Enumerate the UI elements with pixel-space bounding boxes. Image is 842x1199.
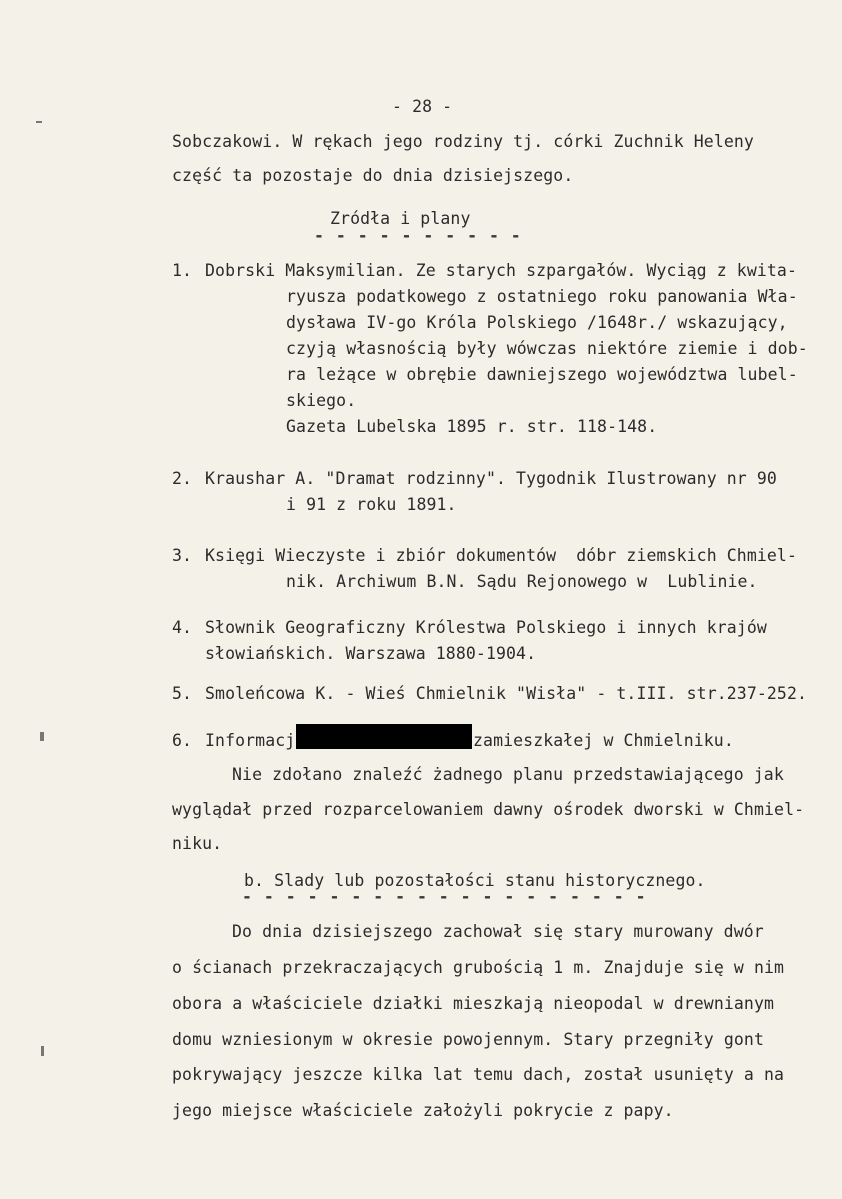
section-b-heading-underline: - - - - - - - - - - - - - - - - - - - xyxy=(242,887,647,906)
paragraph-line: wyglądał przed rozparcelowaniem dawny ośrodek dworski w Chmiel- xyxy=(172,800,805,819)
source-number: 6. xyxy=(172,731,193,750)
paragraph-line: jego miejsce właściciele założyli pokrycie z papy. xyxy=(172,1101,674,1120)
margin-mark xyxy=(40,732,44,741)
source-line: Smoleńcowa K. - Wieś Chmielnik "Wisła" - t.III. str.237-252. xyxy=(205,684,808,703)
source-line: dysława IV-go Króla Polskiego /1648r./ wskazujący, xyxy=(286,313,788,332)
paragraph-line: Nie zdołano znaleźć żadnego planu przedstawiającego jak xyxy=(232,765,784,784)
paragraph-line: obora a właściciele działki mieszkają nieopodal w drewnianym xyxy=(172,994,775,1013)
paragraph-line: Do dnia dzisiejszego zachował się stary murowany dwór xyxy=(232,922,764,941)
margin-mark xyxy=(41,1046,44,1056)
section-b-heading: b. Slady lub pozostałości stanu historycznego. xyxy=(244,871,706,890)
paragraph-line: niku. xyxy=(172,834,223,853)
paragraph-line: domu wzniesionym w okresie powojennym. Stary przegniły gont xyxy=(172,1030,764,1049)
source-number: 5. xyxy=(172,684,193,703)
source-line: Księgi Wieczyste i zbiór dokumentów dóbr ziemskich Chmiel- xyxy=(205,546,797,565)
source-line: Dobrski Maksymilian. Ze starych szpargałów. Wyciąg z kwita- xyxy=(205,261,797,280)
source-line: Kraushar A. "Dramat rodzinny". Tygodnik Ilustrowany nr 90 xyxy=(205,469,777,488)
source-line: Gazeta Lubelska 1895 r. str. 118-148. xyxy=(286,417,658,436)
source-line-prefix: Informacj xyxy=(205,731,296,750)
source-number: 1. xyxy=(172,261,193,280)
paragraph-line: o ścianach przekraczających grubością 1 m. Znajduje się w nim xyxy=(172,958,785,977)
intro-line: część ta pozostaje do dnia dzisiejszego. xyxy=(172,166,574,185)
page-number: - 28 - xyxy=(392,97,453,116)
source-line: ra leżące w obrębie dawniejszego województwa lubel- xyxy=(286,365,798,384)
source-line: skiego. xyxy=(286,391,357,410)
source-line: ryusza podatkowego z ostatniego roku panowania Wła- xyxy=(286,287,798,306)
redaction-block xyxy=(296,724,472,749)
source-number: 4. xyxy=(172,618,193,637)
sources-heading: Zródła i plany xyxy=(330,209,471,228)
source-line-suffix: zamieszkałej w Chmielniku. xyxy=(473,731,734,750)
source-line: Słownik Geograficzny Królestwa Polskiego i innych krajów xyxy=(205,618,767,637)
source-line: nik. Archiwum B.N. Sądu Rejonowego w Lublinie. xyxy=(286,572,758,591)
source-line: czyją własnością były wówczas niektóre ziemie i dob- xyxy=(286,339,808,358)
source-number: 2. xyxy=(172,469,193,488)
source-line: słowiańskich. Warszawa 1880-1904. xyxy=(205,644,537,663)
margin-mark xyxy=(36,121,42,123)
sources-heading-underline: - - - - - - - - - - xyxy=(314,226,522,245)
paragraph-line: pokrywający jeszcze kilka lat temu dach, został usunięty a na xyxy=(172,1065,785,1084)
intro-line: Sobczakowi. W rękach jego rodziny tj. córki Zuchnik Heleny xyxy=(172,132,754,151)
source-line: i 91 z roku 1891. xyxy=(286,495,457,514)
source-number: 3. xyxy=(172,546,193,565)
